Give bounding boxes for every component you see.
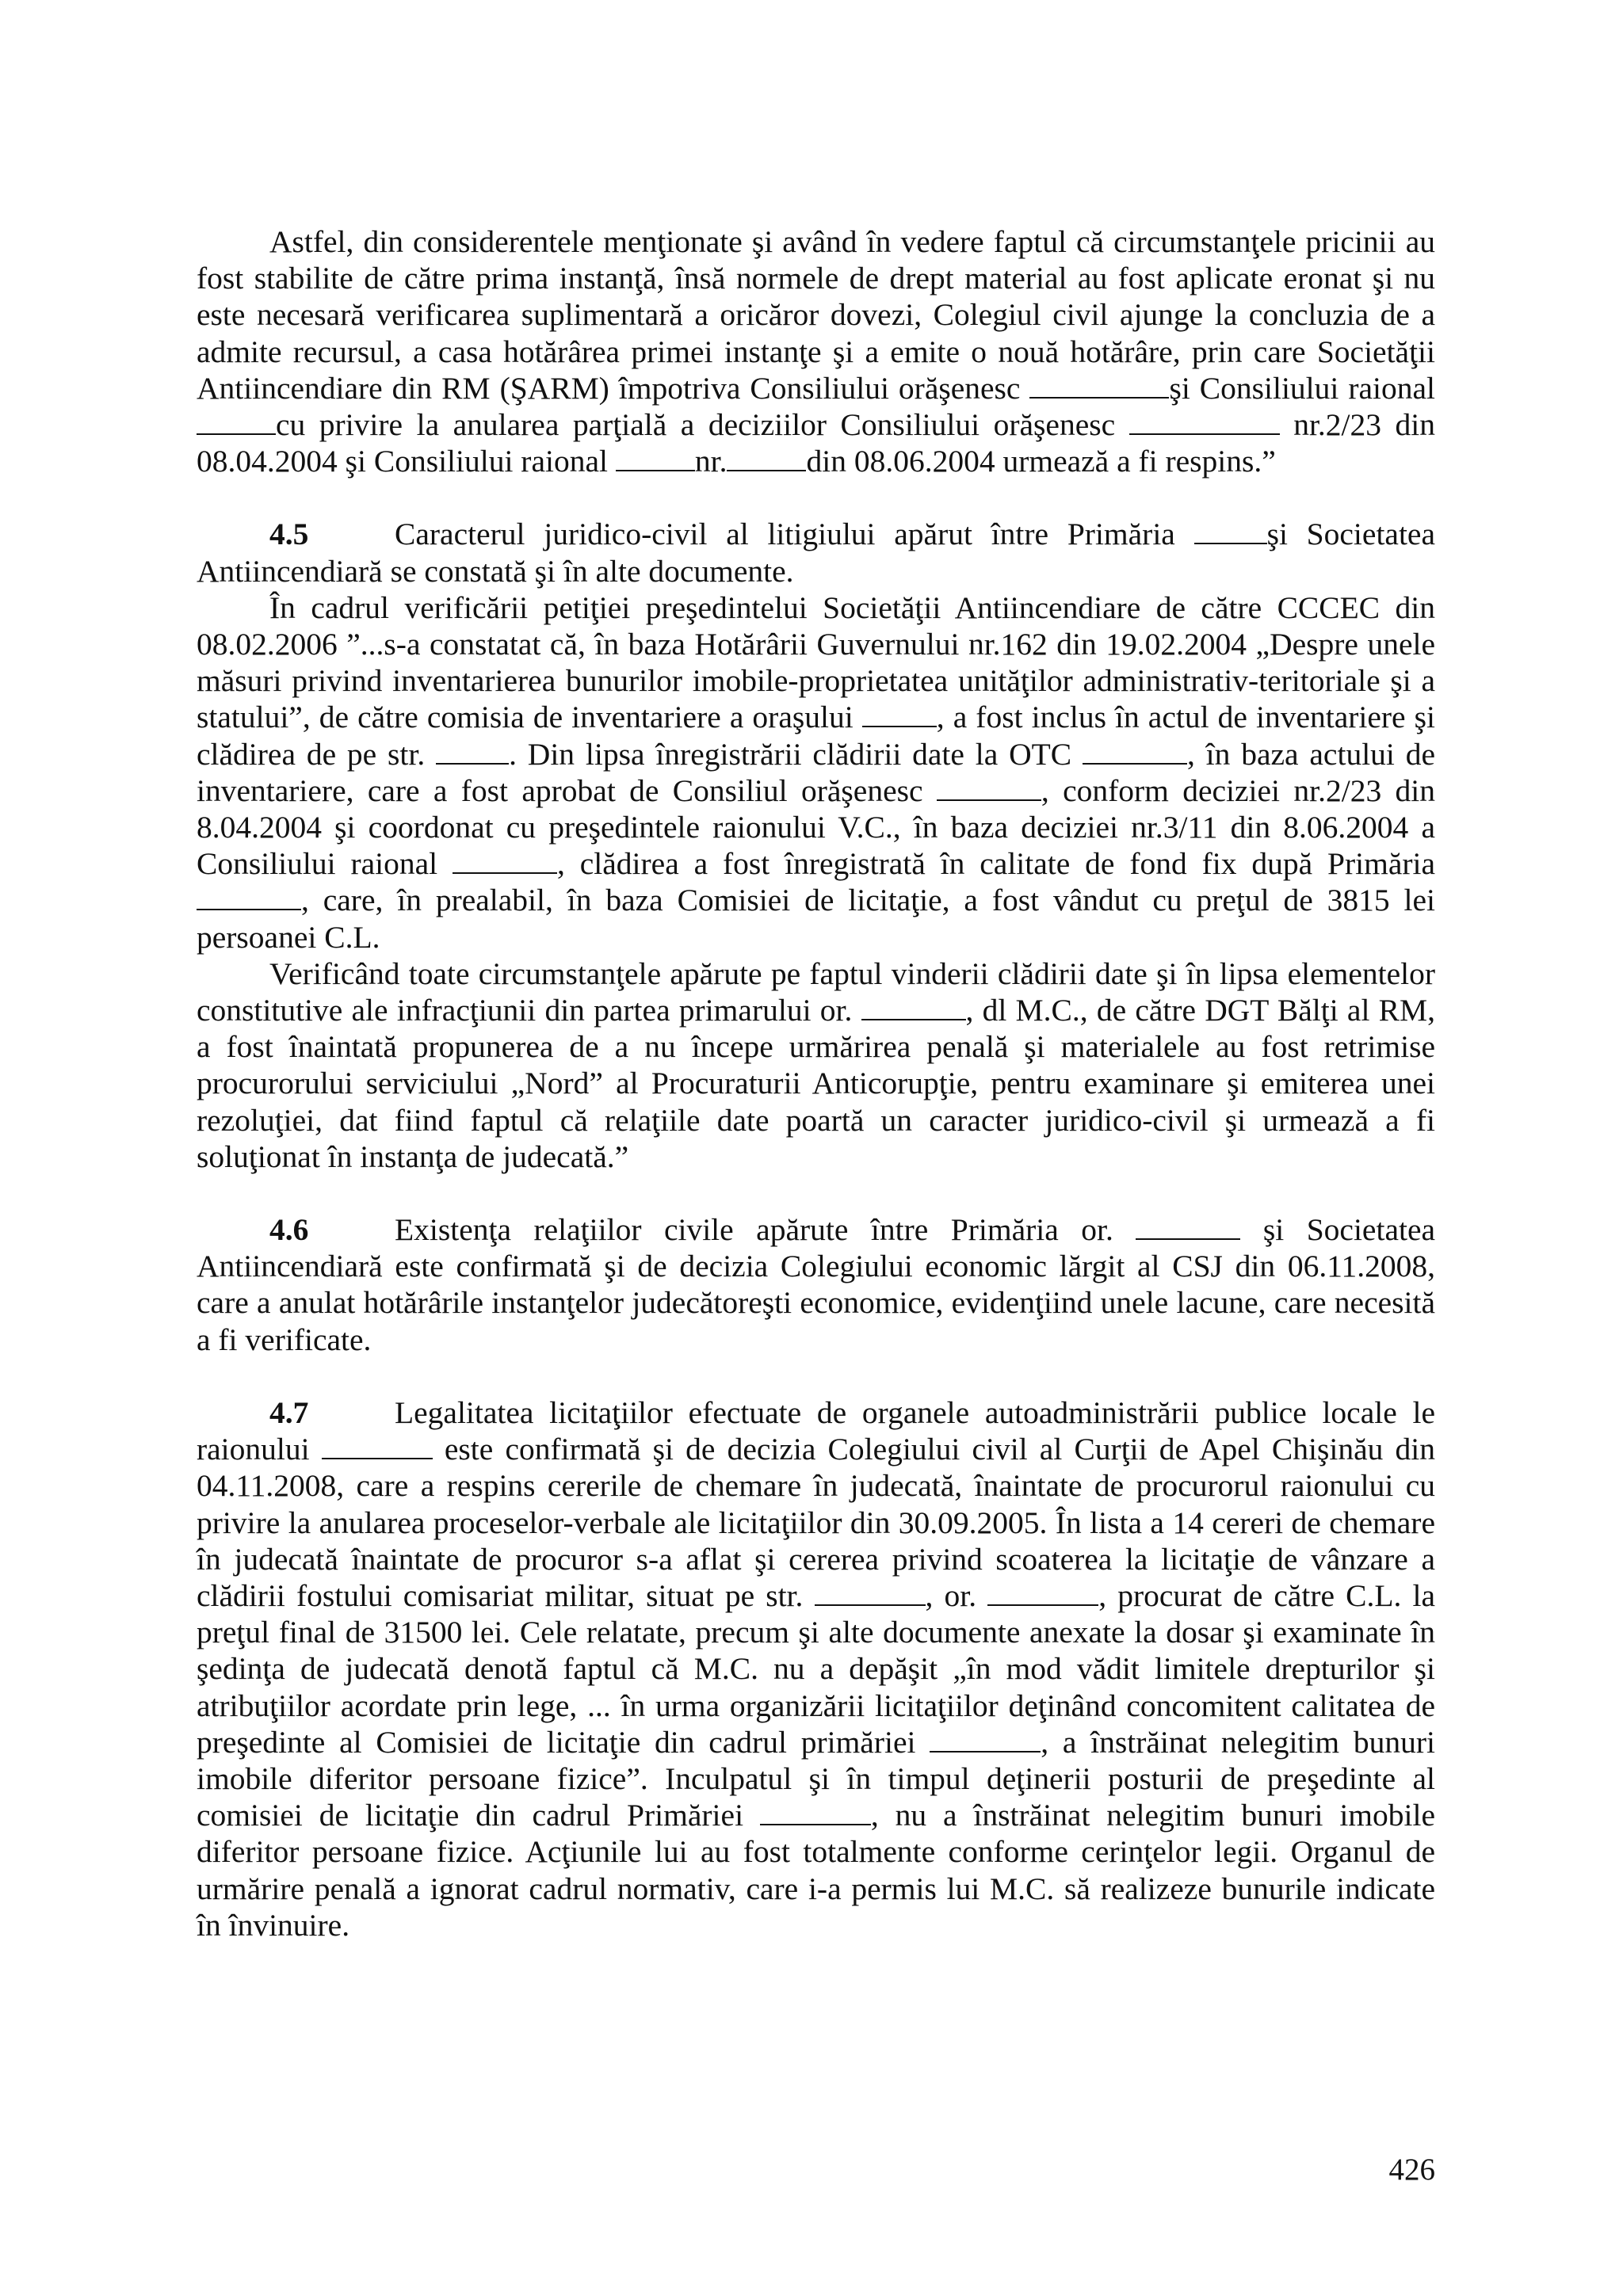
redacted-blank: [861, 995, 966, 1020]
text-segment: şi Societatea Antiincendiară se constată şi în alte documente.: [197, 517, 1435, 589]
page-number: 426: [1388, 2153, 1435, 2187]
redacted-blank: [322, 1434, 433, 1459]
text-segment: nr.: [694, 444, 727, 479]
paragraph-verification: [197, 955, 1435, 1175]
text-segment: Verificând toate circumstanţele apărute pe faptul vinderii clădirii date şi în lipsa elementelor constitutive ale infracţiunii din partea primarului or.: [197, 955, 1435, 1028]
redacted-blank: [1136, 1215, 1240, 1240]
redacted-blank: [197, 885, 301, 910]
redacted-blank: [1083, 739, 1187, 765]
text-segment: nr.2/23 din 08.04.2004 şi Consiliului raional: [197, 407, 1435, 479]
redacted-blank: [987, 1581, 1098, 1606]
text-segment: , clădirea a fost înregistrată în calitate de fond fix după Primăria: [557, 846, 1436, 882]
section-number: 4.6: [269, 1212, 309, 1248]
section-number: 4.7: [269, 1394, 309, 1430]
text-segment: , dl M.C., de către DGT Bălţi al RM, a fost înaintată propunerea de a nu începe urmărirea penală şi materialele au fost retrimise procurorului serviciului „Nord” al Procuraturii Anticorupţie, pentru examinare şi emiterea unei rezoluţiei, dat fiind faptul că relaţiile date poartă un caracter juridico-civil şi urmează a fi soluţionat în instanţa de judecată.”: [197, 993, 1435, 1174]
redacted-blank: [937, 776, 1041, 801]
text-segment: cu privire la anularea parţială a deciziilor Consiliului orăşenesc: [276, 407, 1116, 443]
redacted-blank: [815, 1581, 926, 1606]
text-segment: , or.: [925, 1577, 977, 1613]
redacted-blank: [197, 410, 276, 435]
document-body: [197, 223, 1435, 1943]
redacted-blank: [930, 1727, 1041, 1753]
paragraph-cccec: [197, 589, 1435, 955]
text-segment: şi Consiliului raional: [1169, 370, 1436, 406]
text-segment: , conform deciziei nr.2/23 din 8.04.2004 şi coordonat cu preşedintele raionului V.C., în baza deciziei nr.3/11 din 8.06.2004 a Consiliului raional: [197, 772, 1436, 882]
section-4-6: [197, 1211, 1435, 1358]
text-segment: Legalitatea licitaţiilor efectuate de organele autoadministrării publice locale le raionului: [197, 1394, 1435, 1467]
section-4-7: [197, 1394, 1435, 1943]
text-segment: În cadrul verificării petiţiei preşedintelui Societăţii Antiincendiare de către CCCEC din 08.02.2006 ”...s-a constatat că, în baza Hotărârii Guvernului nr.162 din 19.02.2004 „Despre unele măsuri privind inventarierea bunurilor imobile-proprietatea unităţilor administrativ-teritoriale şi a statului”, de către comisia de inventariere a oraşului: [197, 589, 1435, 735]
redacted-blank: [1029, 373, 1169, 399]
redacted-blank: [436, 739, 509, 765]
text-segment: Caracterul juridico-civil al litigiului apărut între Primăria: [395, 517, 1175, 552]
redacted-blank: [727, 446, 806, 471]
redacted-blank: [862, 702, 937, 727]
redacted-blank: [616, 446, 695, 471]
text-segment: din 08.06.2004 urmează a fi respins.”: [806, 444, 1276, 479]
text-segment: şi Societatea Antiincendiară este confirmată şi de decizia Colegiului economic lărgit al CSJ din 06.11.2008, care a anulat hotărârile instanţelor judecătoreşti economice, evidenţiind unele lacune, care necesită a fi verificate.: [197, 1212, 1436, 1357]
paragraph-conclusion: [197, 223, 1435, 479]
text-segment: , a fost inclus în actul de inventariere şi clădirea de pe str.: [197, 700, 1435, 772]
text-segment: este confirmată şi de decizia Colegiului civil al Curţii de Apel Chişinău din 04.11.2008, care a respins cererile de chemare în judecată, înaintate de procurorul raionului cu privire la anularea proceselor-verbale ale licitaţiilor din 30.09.2005. În lista a 14 cereri de chemare în judecată înaintate de procuror s-a aflat şi cererea privind scoaterea la licitaţie de vânzare a clădirii fostului comisariat militar, situat pe str.: [197, 1432, 1435, 1613]
text-segment: Existenţa relaţiilor civile apărute între Primăria or.: [395, 1212, 1113, 1248]
text-segment: , nu a înstrăinat nelegitim bunuri imobile diferitor persoane fizice. Acţiunile lui au fost totalmente conforme cerinţelor legii. Organul de urmărire penală a ignorat cadrul normativ, care i-a permis lui M.C. să realizeze bunurile indicate în învinuire.: [197, 1798, 1436, 1943]
spacer: [197, 479, 1435, 516]
redacted-blank: [1194, 519, 1267, 544]
redacted-blank: [1129, 410, 1280, 435]
section-number: 4.5: [269, 517, 309, 552]
text-segment: , a înstrăinat nelegitim bunuri imobile diferitor persoane fizice”. Inculpatul şi în timpul deţinerii posturii de preşedinte al comisiei de licitaţie din cadrul Primăriei: [197, 1724, 1435, 1833]
spacer: [197, 1358, 1435, 1394]
text-segment: , în baza actului de inventariere, care a fost aprobat de Consiliul orăşenesc: [197, 736, 1436, 808]
section-4-5: [197, 516, 1435, 589]
text-segment: . Din lipsa înregistrării clădirii date la OTC: [509, 736, 1072, 772]
redacted-blank: [453, 849, 557, 874]
text-segment: Astfel, din considerentele menţionate şi având în vedere faptul că circumstanţele pricinii au fost stabilite de către prima instanţă, însă normele de drept material au fost aplicate eronat şi nu este necesară verificarea suplimentară a oricăror dovezi, Colegiul civil ajunge la concluzia de a admite recursul, a casa hotărârea primei instanţe şi a emite o nouă hotărâre, prin care Societăţii Antiincendiare din RM (ŞARM) împotriva Consiliului orăşenesc: [197, 224, 1435, 406]
text-segment: , procurat de către C.L. la preţul final de 31500 lei. Cele relatate, precum şi alte documente anexate la dosar şi examinate în şedinţa de judecată denotă faptul că M.C. nu a depăşit „în mod vădit limitele drepturilor şi atribuţiilor acordate prin lege, ... în urma organizării licitaţiilor deţinând concomitent calitatea de preşedinte al Comisiei de licitaţie din cadrul primăriei: [197, 1577, 1436, 1760]
text-segment: , care, în prealabil, în baza Comisiei de licitaţie, a fost vândut cu preţul de 3815 lei persoanei C.L.: [197, 883, 1435, 955]
redacted-blank: [760, 1800, 871, 1825]
spacer: [197, 1175, 1435, 1211]
